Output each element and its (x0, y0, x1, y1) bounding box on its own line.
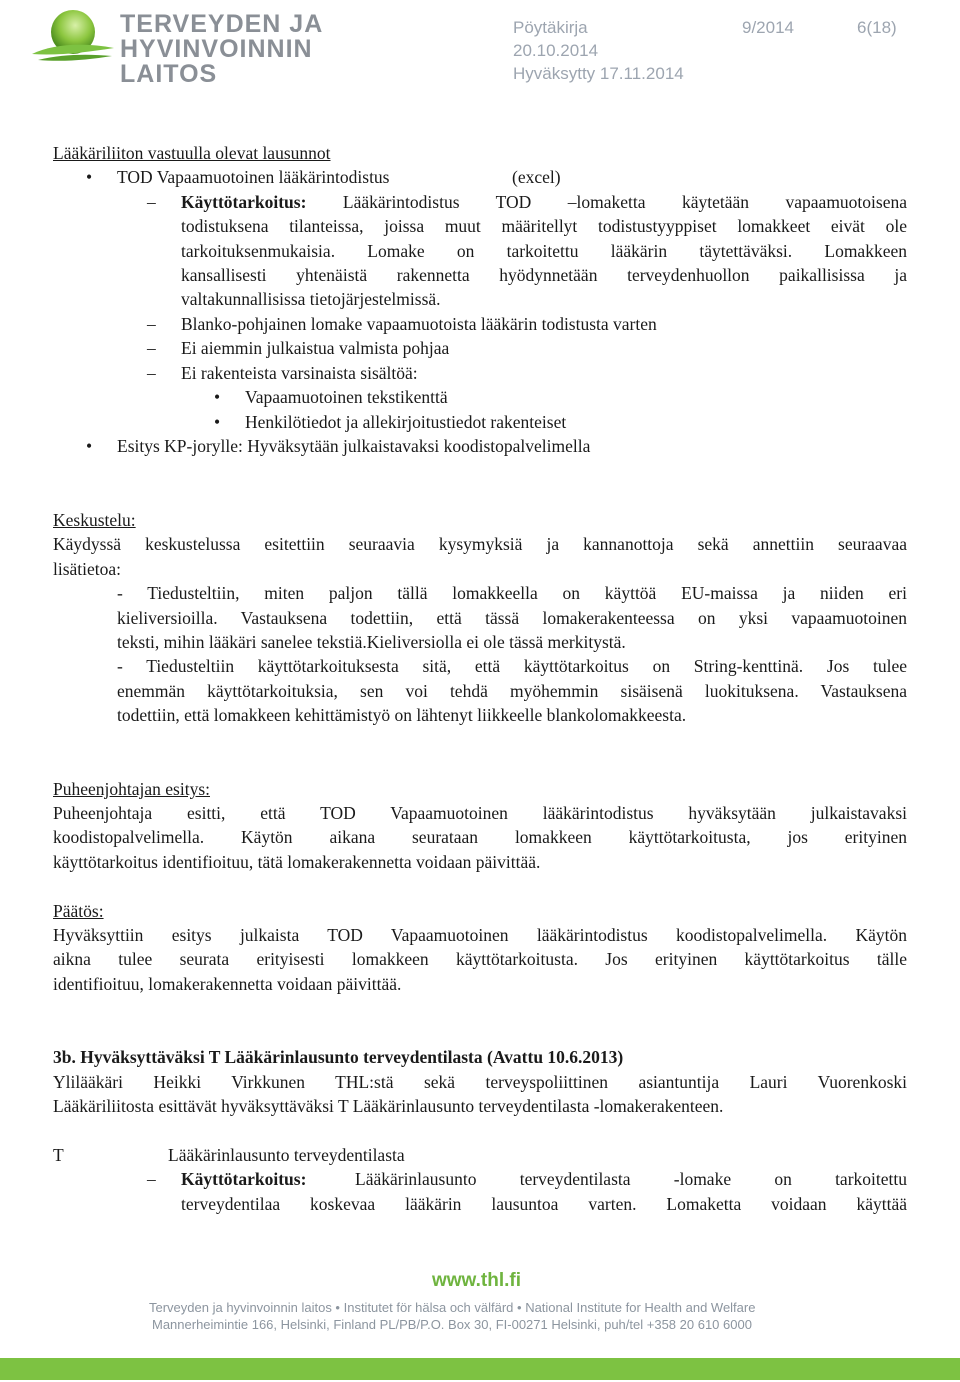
doc-date: 20.10.2014 (513, 41, 599, 60)
discussion-q1-line1: - Tiedusteltiin, miten paljon tällä lomakkeella on käyttöä EU-maissa ja niiden eri (117, 583, 907, 603)
footer-address-line: Mannerheimintie 166, Helsinki, Finland PL/PB/P.O. Box 30, FI-00271 Helsinki, puh/tel +358 20 610 6000 (152, 1317, 752, 1332)
dash-marker: – (147, 363, 156, 383)
discussion-q2-line3: todettiin, että lomakkeen kehittämistyö on lähtenyt liikkeelle blankolomakkeesta. (117, 705, 687, 725)
purpose-3b-line-2: terveydentilaa koskevaa lääkärin lausuntoa varten. Lomaketta voidaan käyttää (181, 1194, 907, 1214)
proposal-item: • Esitys KP-jorylle: Hyväksytään julkaistavaksi koodistopalvelimella (117, 434, 590, 459)
form-title: Lääkärinlausunto terveydentilasta (168, 1145, 405, 1165)
sub-item-personal-data: • Henkilötiedot ja allekirjoitustiedot rakenteiset (245, 410, 566, 435)
approved-date: Hyväksytty 17.11.2014 (513, 64, 684, 83)
section-heading-statements: Lääkäriliiton vastuulla olevat lausunnot (53, 143, 331, 163)
dash-marker: – (147, 338, 156, 358)
section-3b-heading: 3b. Hyväksyttäväksi T Lääkärinlausunto terveydentilasta (Avattu 10.6.2013) (53, 1047, 624, 1067)
detail-no-structure: Ei rakenteista varsinaista sisältöä: (181, 363, 418, 383)
decision-line-1: Hyväksyttiin esitys julkaista TOD Vapaamuotoinen lääkärintodistus koodistopalvelimella. Käytön (53, 925, 907, 945)
page-number: 6(18) (857, 18, 897, 37)
discussion-q1-line2: kieliversioilla. Vastauksena todettiin, että tässä lomakerakenteessa on yksi vapaamuotoinen (117, 608, 907, 628)
form-name: TOD Vapaamuotoinen lääkärintodistus (117, 167, 390, 187)
form-code: T (53, 1145, 64, 1165)
chair-heading: Puheenjohtajan esitys: (53, 779, 210, 799)
org-name-line1: TERVEYDEN JA (120, 10, 324, 38)
purpose-label: Käyttötarkoitus: (181, 192, 307, 212)
thl-logo (28, 4, 388, 88)
doc-number: 9/2014 (742, 18, 794, 37)
purpose-line-1-text: Lääkärintodistus TOD –lomaketta käytetään vapaamuotoisena (342, 192, 907, 212)
purpose-line-4: kansallisesti yhtenäistä rakennetta hyödynnetään terveydenhuollon paikallisissa ja (181, 265, 907, 285)
section-3b-line-1: Ylilääkäri Heikki Virkkunen THL:stä sekä terveyspoliittinen asiantuntija Lauri Vuorenkoski (53, 1072, 907, 1092)
discussion-q2-line1: - Tiedusteltiin käyttötarkoituksesta sitä, että käyttötarkoitus on String-kenttinä. Jos tulee (117, 656, 907, 676)
detail-blank-form: Blanko-pohjainen lomake vapaamuotoista lääkärin todistusta varten (181, 314, 657, 334)
purpose-line-3: tarkoituksenmukaisia. Lomake on tarkoitettu lääkärin täytettäväksi. Lomakkeen (181, 241, 907, 261)
detail-no-prior: Ei aiemmin julkaistua valmista pohjaa (181, 338, 450, 358)
purpose-3b-line-1: Lääkärinlausunto terveydentilasta -lomake on tarkoitettu (355, 1169, 907, 1189)
discussion-intro-2: lisätietoa: (53, 559, 122, 579)
doc-type: Pöytäkirja (513, 18, 588, 37)
dash-marker: – (147, 192, 156, 212)
dash-marker: – (147, 1169, 156, 1189)
discussion-intro-1: Käydyssä keskustelussa esitettiin seuraavia kysymyksiä ja kannanottoja sekä annettiin seuraavaa (53, 534, 907, 554)
decision-line-2: aikna tulee seurata erityisesti lomakkeen käyttötarkoitusta. Jos erityinen käyttötarkoitus tälle (53, 949, 907, 969)
discussion-q2-line2: enemmän käyttötarkoituksia, sen voi tehdä myöhemmin sisäisenä luokituksena. Vastauksena (117, 681, 907, 701)
section-3b-line-2: Lääkäriliitosta esittävät hyväksyttäväksi T Lääkärinlausunto terveydentilasta -lomakerakenteen. (53, 1096, 724, 1116)
dash-marker: – (147, 314, 156, 334)
discussion-heading: Keskustelu: (53, 510, 136, 530)
decision-line-3: identifioituu, lomakerakennetta voidaan päivittää. (53, 974, 402, 994)
purpose-line-2: todistuksena tilanteissa, joissa muut määritellyt todistustyyppiset lomakkeet eivät ole (181, 216, 907, 236)
chair-line-1: Puheenjohtaja esitti, että TOD Vapaamuotoinen lääkärintodistus hyväksytään julkaistavaksi (53, 803, 907, 823)
purpose-line-5: valtakunnallisissa tietojärjestelmissä. (181, 289, 441, 309)
decision-heading: Päätös: (53, 901, 104, 921)
discussion-q1-line3: teksti, mihin lääkäri sanelee tekstiä.Kieliversiolla ei ole tässä merkitystä. (117, 632, 626, 652)
chair-line-2: koodistopalvelimella. Käytön aikana seurataan lomakkeen käyttötarkoitusta, jos erityinen (53, 827, 907, 847)
footer-url-link[interactable]: www.thl.fi (432, 1270, 522, 1291)
footer-org-line: Terveyden ja hyvinvoinnin laitos • Institutet för hälsa och välfärd • National Institute for Health and Welfare (149, 1300, 756, 1315)
purpose-label-3b: Käyttötarkoitus: (181, 1169, 307, 1189)
footer-green-bar (0, 1358, 960, 1380)
form-file-type: (excel) (512, 167, 561, 187)
list-item-tod-form (117, 165, 390, 190)
sub-item-free-text: • Vapaamuotoinen tekstikenttä (245, 385, 448, 410)
org-name-line2: HYVINVOINNIN LAITOS (120, 35, 313, 88)
leaf-logo-icon (28, 4, 118, 66)
chair-line-3: käyttötarkoitus identifioituu, tätä lomakerakennetta voidaan päivittää. (53, 852, 541, 872)
